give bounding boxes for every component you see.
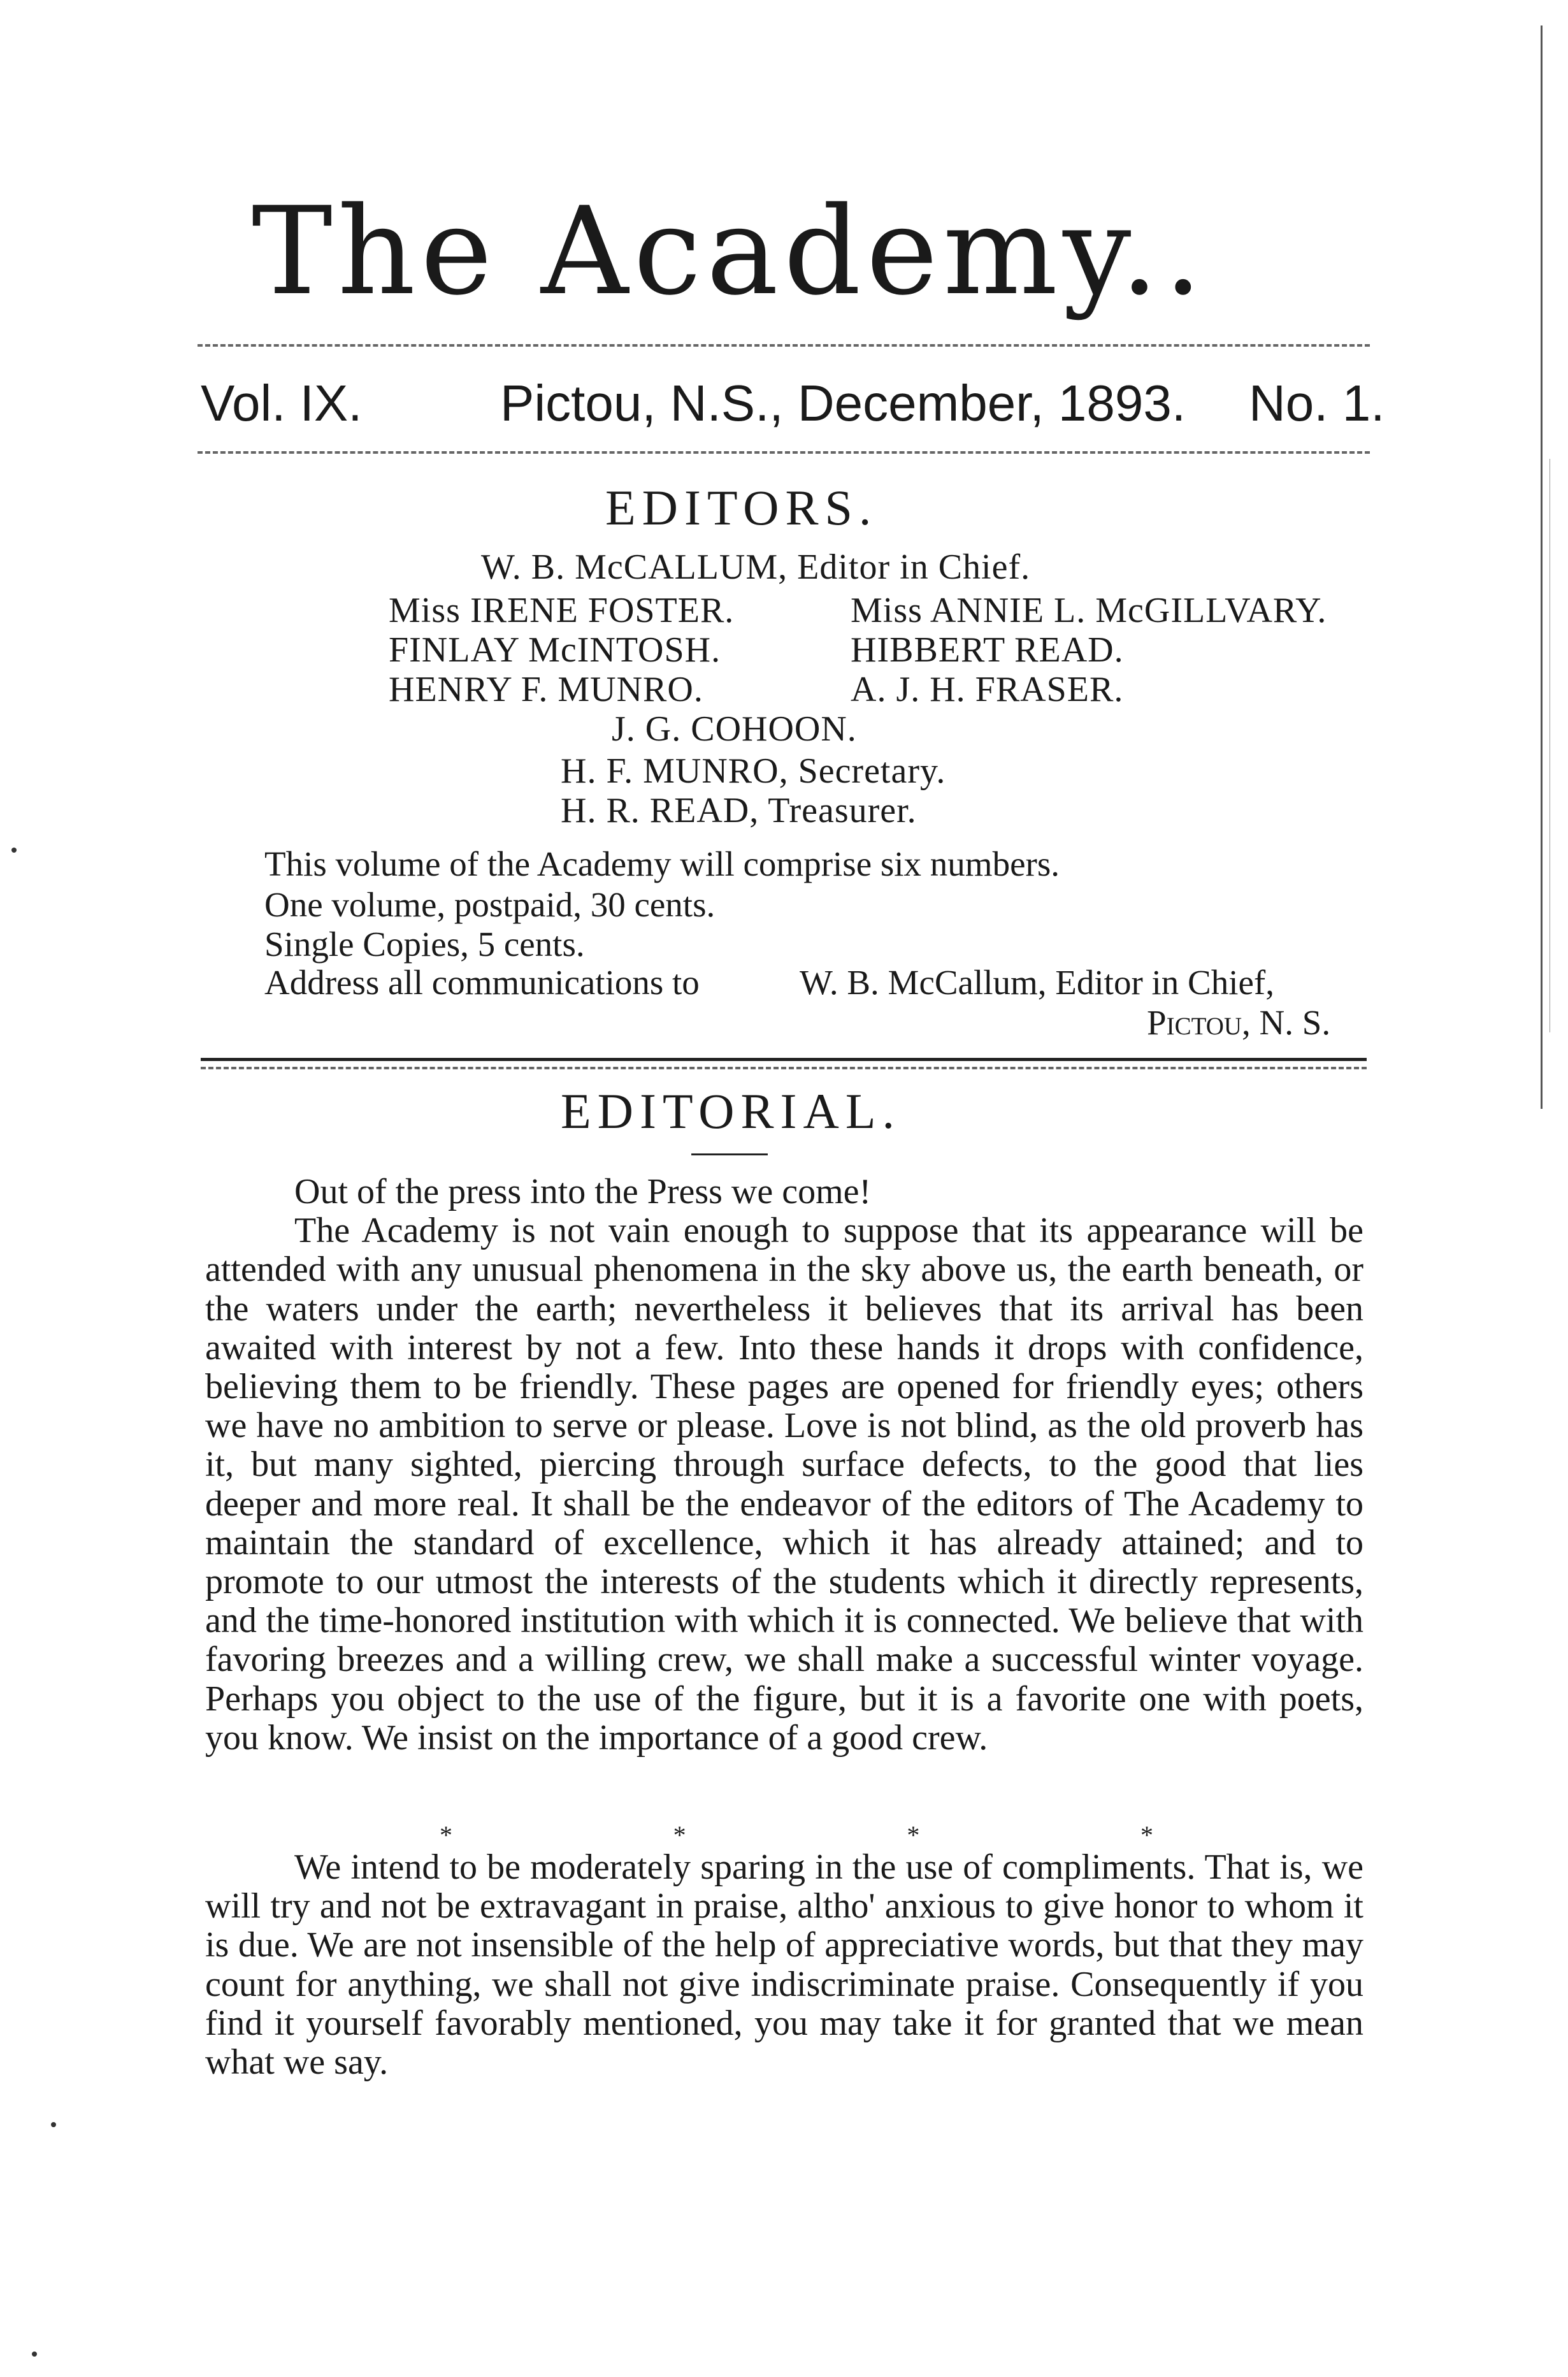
section-double-rule-bottom bbox=[201, 1067, 1367, 1069]
info-address-label: Address all communications to bbox=[264, 963, 700, 1002]
editorial-body-continued bbox=[205, 1848, 1363, 2082]
editor-in-chief: W. B. McCALLUM, Editor in Chief. bbox=[481, 547, 1031, 587]
scan-speck bbox=[51, 2122, 56, 2127]
scan-speck bbox=[11, 848, 17, 853]
secretary-line: H. F. MUNRO, Secretary. bbox=[561, 751, 946, 791]
editor-left-3: HENRY F. MUNRO. bbox=[389, 670, 703, 709]
separator-star: * bbox=[673, 1821, 686, 1849]
editor-right-2: HIBBERT READ. bbox=[851, 630, 1124, 670]
editorial-paragraph-3: We intend to be moderately sparing in the use of compliments. That is, we will try and not be extravagant in praise, altho' anxious to give honor to whom it is due. We are not insensible of the help of appreciative words, but that they may count for anything, we shall not give indiscriminate praise. Consequently if you find it yourself favorably mentioned, you may take it for granted that we mean what we say. bbox=[205, 1847, 1363, 2083]
place-date-label: Pictou, N.S., December, 1893. bbox=[500, 375, 1186, 431]
separator-star: * bbox=[440, 1821, 452, 1849]
editor-right-1: Miss ANNIE L. McGILLVARY. bbox=[851, 591, 1327, 630]
section-double-rule-top bbox=[201, 1058, 1367, 1061]
editorial-paragraph-2: The Academy is not vain enough to suppose that its appearance will be attended with any unusual phenomena in the sky above us, the earth beneath, or the waters under the earth; nevertheless it believes that its arrival has been awaited with interest by not a few. Into these hands it drops with confidence, believing them to be friendly. These pages are opened for friendly eyes; others we have no ambition to serve or please. Love is not blind, as the old proverb has it, but many sighted, piercing through surface defects, to the good that lies deeper and more real. It shall be the endeavor of the editors of The Academy to maintain the standard of excellence, which it has already attained; and to promote to our utmost the interests of the students which it directly represents, and the time-honored institution with which it is connected. We believe that with favoring breezes and a willing crew, we shall make a successful winter voyage. Perhaps you object to the use of the figure, but it is a favorite one with poets, you know. We insist on the importance of a good crew. bbox=[205, 1211, 1363, 1758]
editorial-heading-underline bbox=[691, 1153, 768, 1155]
editorial-paragraph-1: Out of the press into the Press we come! bbox=[294, 1172, 872, 1211]
scan-speck bbox=[32, 2352, 37, 2357]
page-edge-rule bbox=[1541, 25, 1543, 1109]
info-address-name: W. B. McCallum, Editor in Chief, bbox=[800, 963, 1274, 1002]
section-separator-stars bbox=[440, 1823, 1153, 1848]
editor-right-3: A. J. H. FRASER. bbox=[851, 670, 1124, 709]
info-address-place: Pictou, N. S. bbox=[1147, 1003, 1331, 1042]
volume-label: Vol. IX. bbox=[201, 375, 363, 431]
info-single-copy-line: Single Copies, 5 cents. bbox=[264, 925, 585, 964]
masthead-rule bbox=[198, 344, 1370, 347]
editor-left-1: Miss IRENE FOSTER. bbox=[389, 591, 735, 630]
info-price-line: One volume, postpaid, 30 cents. bbox=[264, 885, 716, 924]
masthead-title: The Academy.. bbox=[252, 181, 1207, 322]
separator-star: * bbox=[1140, 1821, 1153, 1849]
treasurer-line: H. R. READ, Treasurer. bbox=[561, 791, 917, 830]
editors-heading: EDITORS. bbox=[605, 480, 878, 535]
separator-star: * bbox=[907, 1821, 920, 1849]
info-volume-line: This volume of the Academy will comprise six numbers. bbox=[264, 844, 1060, 883]
editorial-heading: EDITORIAL. bbox=[561, 1083, 901, 1139]
issue-number-label: No. 1. bbox=[1249, 375, 1385, 431]
editorial-body bbox=[205, 1173, 1363, 1758]
issue-rule bbox=[198, 451, 1370, 454]
editor-last: J. G. COHOON. bbox=[612, 709, 857, 749]
editor-left-2: FINLAY McINTOSH. bbox=[389, 630, 721, 670]
